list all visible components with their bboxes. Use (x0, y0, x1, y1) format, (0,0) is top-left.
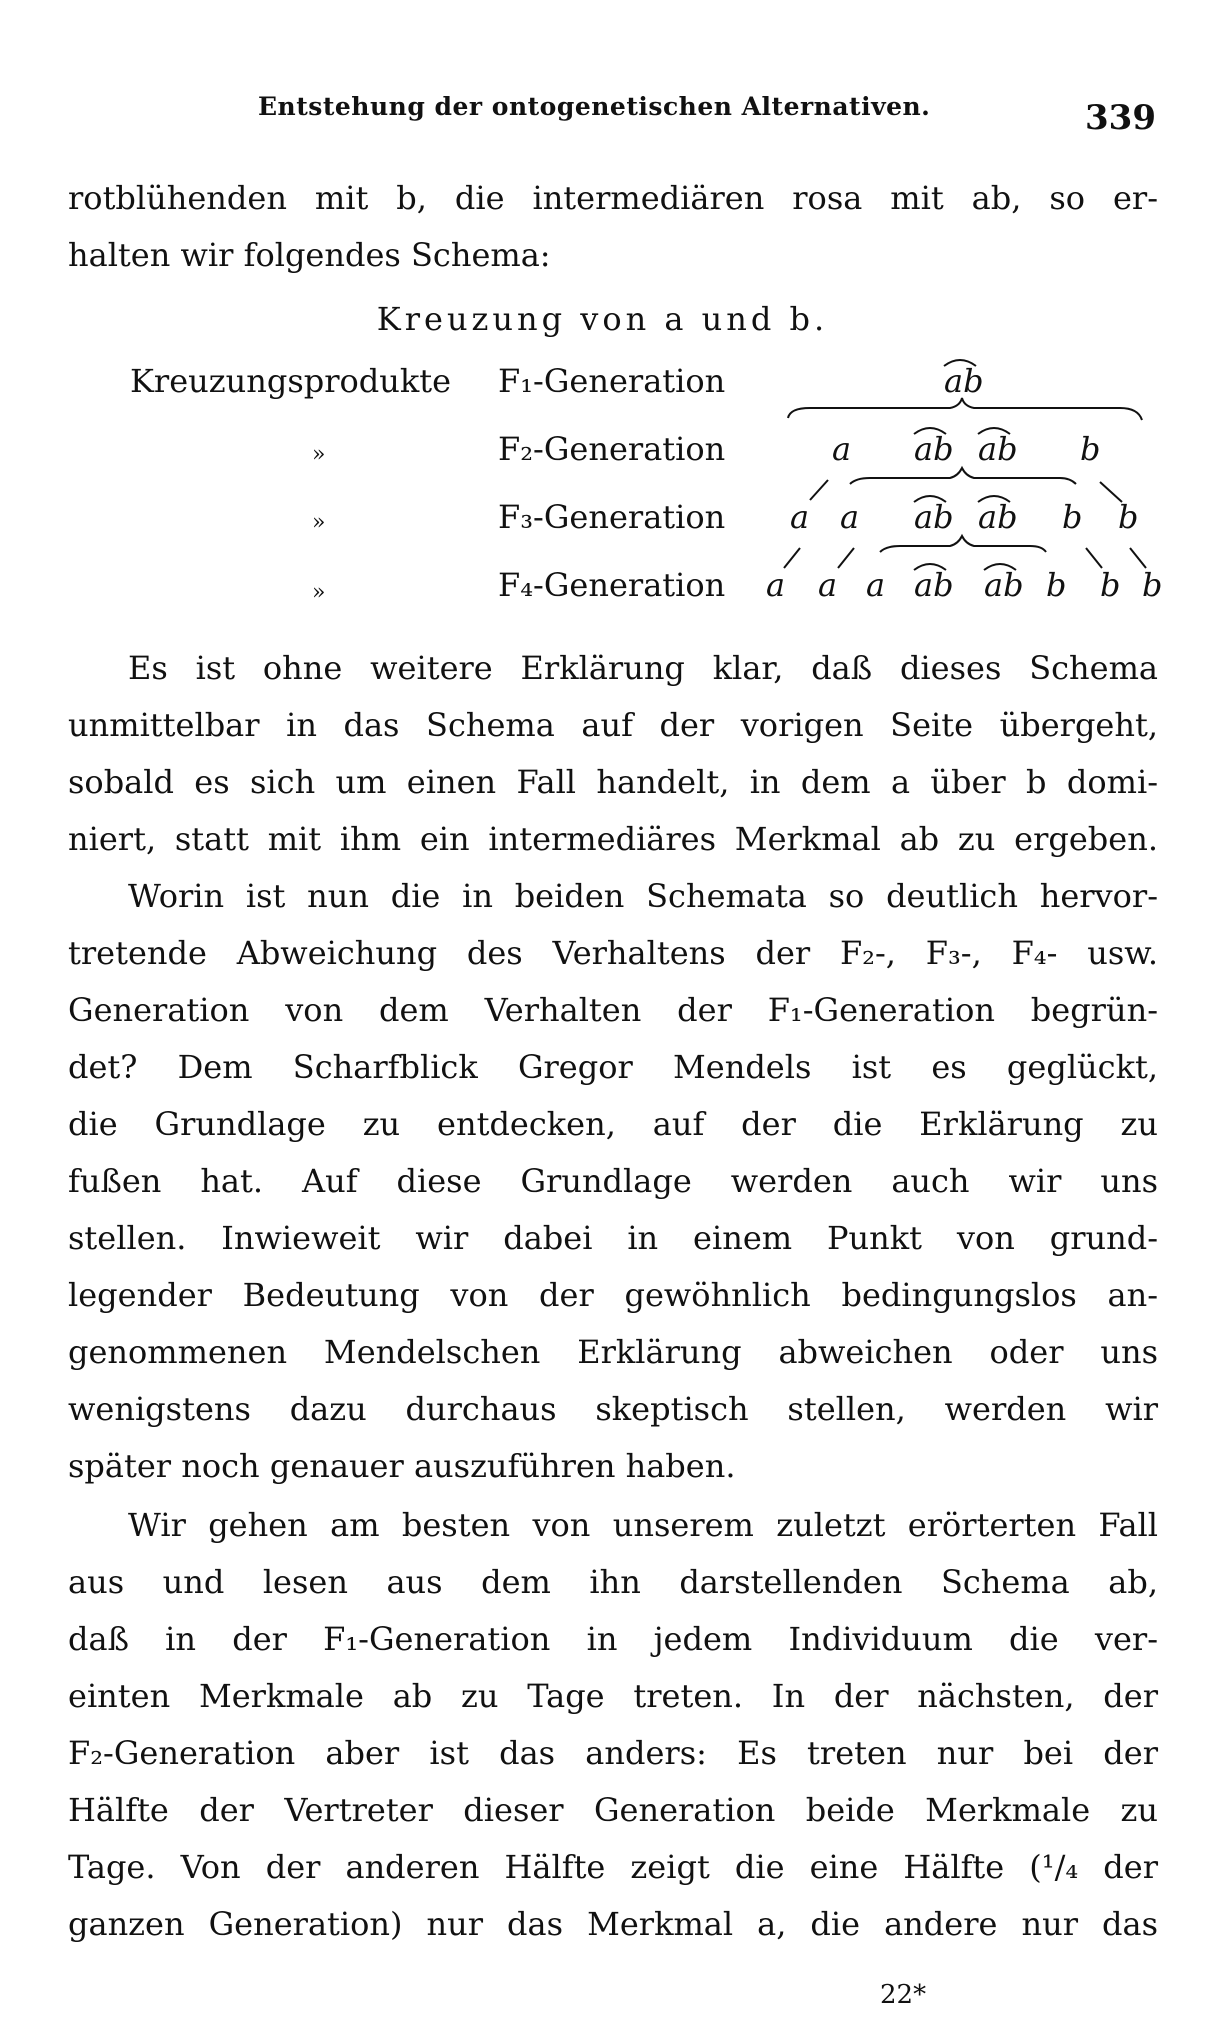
scheme-label-main: Kreuzungsprodukte (130, 362, 452, 400)
text-line: rotblühenden mit b, die intermediären rosa mit ab, so er- (68, 179, 1158, 217)
scheme-symbol: b (1046, 566, 1067, 604)
scheme-symbol: a (818, 566, 838, 604)
text-line: Tage. Von der anderen Hälfte zeigt die eine Hälfte (¹/₄ der (68, 1848, 1158, 1886)
text-line: einten Merkmale ab zu Tage treten. In der nächsten, der (68, 1677, 1158, 1715)
generation-label-f4: F₄-Generation (498, 566, 726, 604)
text-line: niert, statt mit ihm ein intermediäres Merkmal ab zu ergeben. (68, 820, 1158, 858)
paragraph-2 (68, 868, 1158, 1495)
text-line: stellen. Inwieweit wir dabei in einem Punkt von grund- (68, 1219, 1158, 1257)
ditto-mark: » (312, 442, 326, 467)
running-head: Entstehung der ontogenetischen Alternativen. (258, 92, 931, 121)
scheme-symbol: b (1118, 498, 1139, 536)
text-line: fußen hat. Auf diese Grundlage werden auch wir uns (68, 1162, 1158, 1200)
text-line: F₂-Generation aber ist das anders: Es treten nur bei der (68, 1734, 1158, 1772)
text-line: aus und lesen aus dem ihn darstellenden Schema ab, (68, 1563, 1158, 1601)
scheme-symbol: ab (914, 498, 954, 536)
scheme-symbol: ab (914, 430, 954, 468)
text-line: Generation von dem Verhalten der F₁-Generation begrün- (68, 991, 1158, 1029)
scheme-symbol: b (1142, 566, 1163, 604)
scheme-symbol: a (866, 566, 886, 604)
signature-mark: 22* (880, 1980, 927, 2010)
text-line: Worin ist nun die in beiden Schemata so deutlich hervor- (128, 877, 1158, 915)
text-line: Hälfte der Vertreter dieser Generation beide Merkmale zu (68, 1791, 1158, 1829)
generation-label-f3: F₃-Generation (498, 498, 726, 536)
text-line: halten wir folgendes Schema: (68, 236, 551, 274)
scheme-symbol: a (766, 566, 786, 604)
scheme-title: Kreuzung von a und b. (376, 300, 829, 338)
scheme-symbol: a (790, 498, 810, 536)
text-line: die Grundlage zu entdecken, auf der die Erklärung zu (68, 1105, 1158, 1143)
text-line: genommenen Mendelschen Erklärung abweichen oder uns (68, 1333, 1158, 1371)
text-line: Wir gehen am besten von unserem zuletzt erörterten Fall (128, 1506, 1158, 1544)
scheme-symbol: ab (978, 430, 1018, 468)
scheme-symbol: a (840, 498, 860, 536)
generation-label-f1: F₁-Generation (498, 362, 726, 400)
text-line: unmittelbar in das Schema auf der vorigen Seite übergeht, (68, 706, 1158, 744)
text-line: wenigstens dazu durchaus skeptisch stellen, werden wir (68, 1390, 1158, 1428)
text-line: ganzen Generation) nur das Merkmal a, die andere nur das (68, 1905, 1158, 1943)
scheme-symbol: b (1100, 566, 1121, 604)
scheme-symbol: ab (914, 566, 954, 604)
scheme-symbol: ab (984, 566, 1024, 604)
scheme-symbol: b (1062, 498, 1083, 536)
paragraph-3 (68, 1497, 1158, 1953)
text-line: sobald es sich um einen Fall handelt, in dem a über b domi- (68, 763, 1158, 801)
text-line: legender Bedeutung von der gewöhnlich bedingungslos an- (68, 1276, 1158, 1314)
scheme-symbol: ab (944, 362, 984, 400)
scheme-symbol: a (832, 430, 852, 468)
scheme-symbol: b (1080, 430, 1101, 468)
page-number: 339 (1085, 98, 1156, 138)
ditto-mark: » (312, 580, 326, 605)
scheme-symbol: ab (978, 498, 1018, 536)
text-line: später noch genauer auszuführen haben. (68, 1447, 736, 1485)
text-line: Es ist ohne weitere Erklärung klar, daß dieses Schema (128, 649, 1158, 687)
text-line: det? Dem Scharfblick Gregor Mendels ist es geglückt, (68, 1048, 1158, 1086)
generation-label-f2: F₂-Generation (498, 430, 726, 468)
text-line: daß in der F₁-Generation in jedem Individuum die ver- (68, 1620, 1158, 1658)
ditto-mark: » (312, 510, 326, 535)
text-line: tretende Abweichung des Verhaltens der F₂-, F₃-, F₄- usw. (68, 934, 1158, 972)
paragraph-1 (68, 640, 1158, 868)
